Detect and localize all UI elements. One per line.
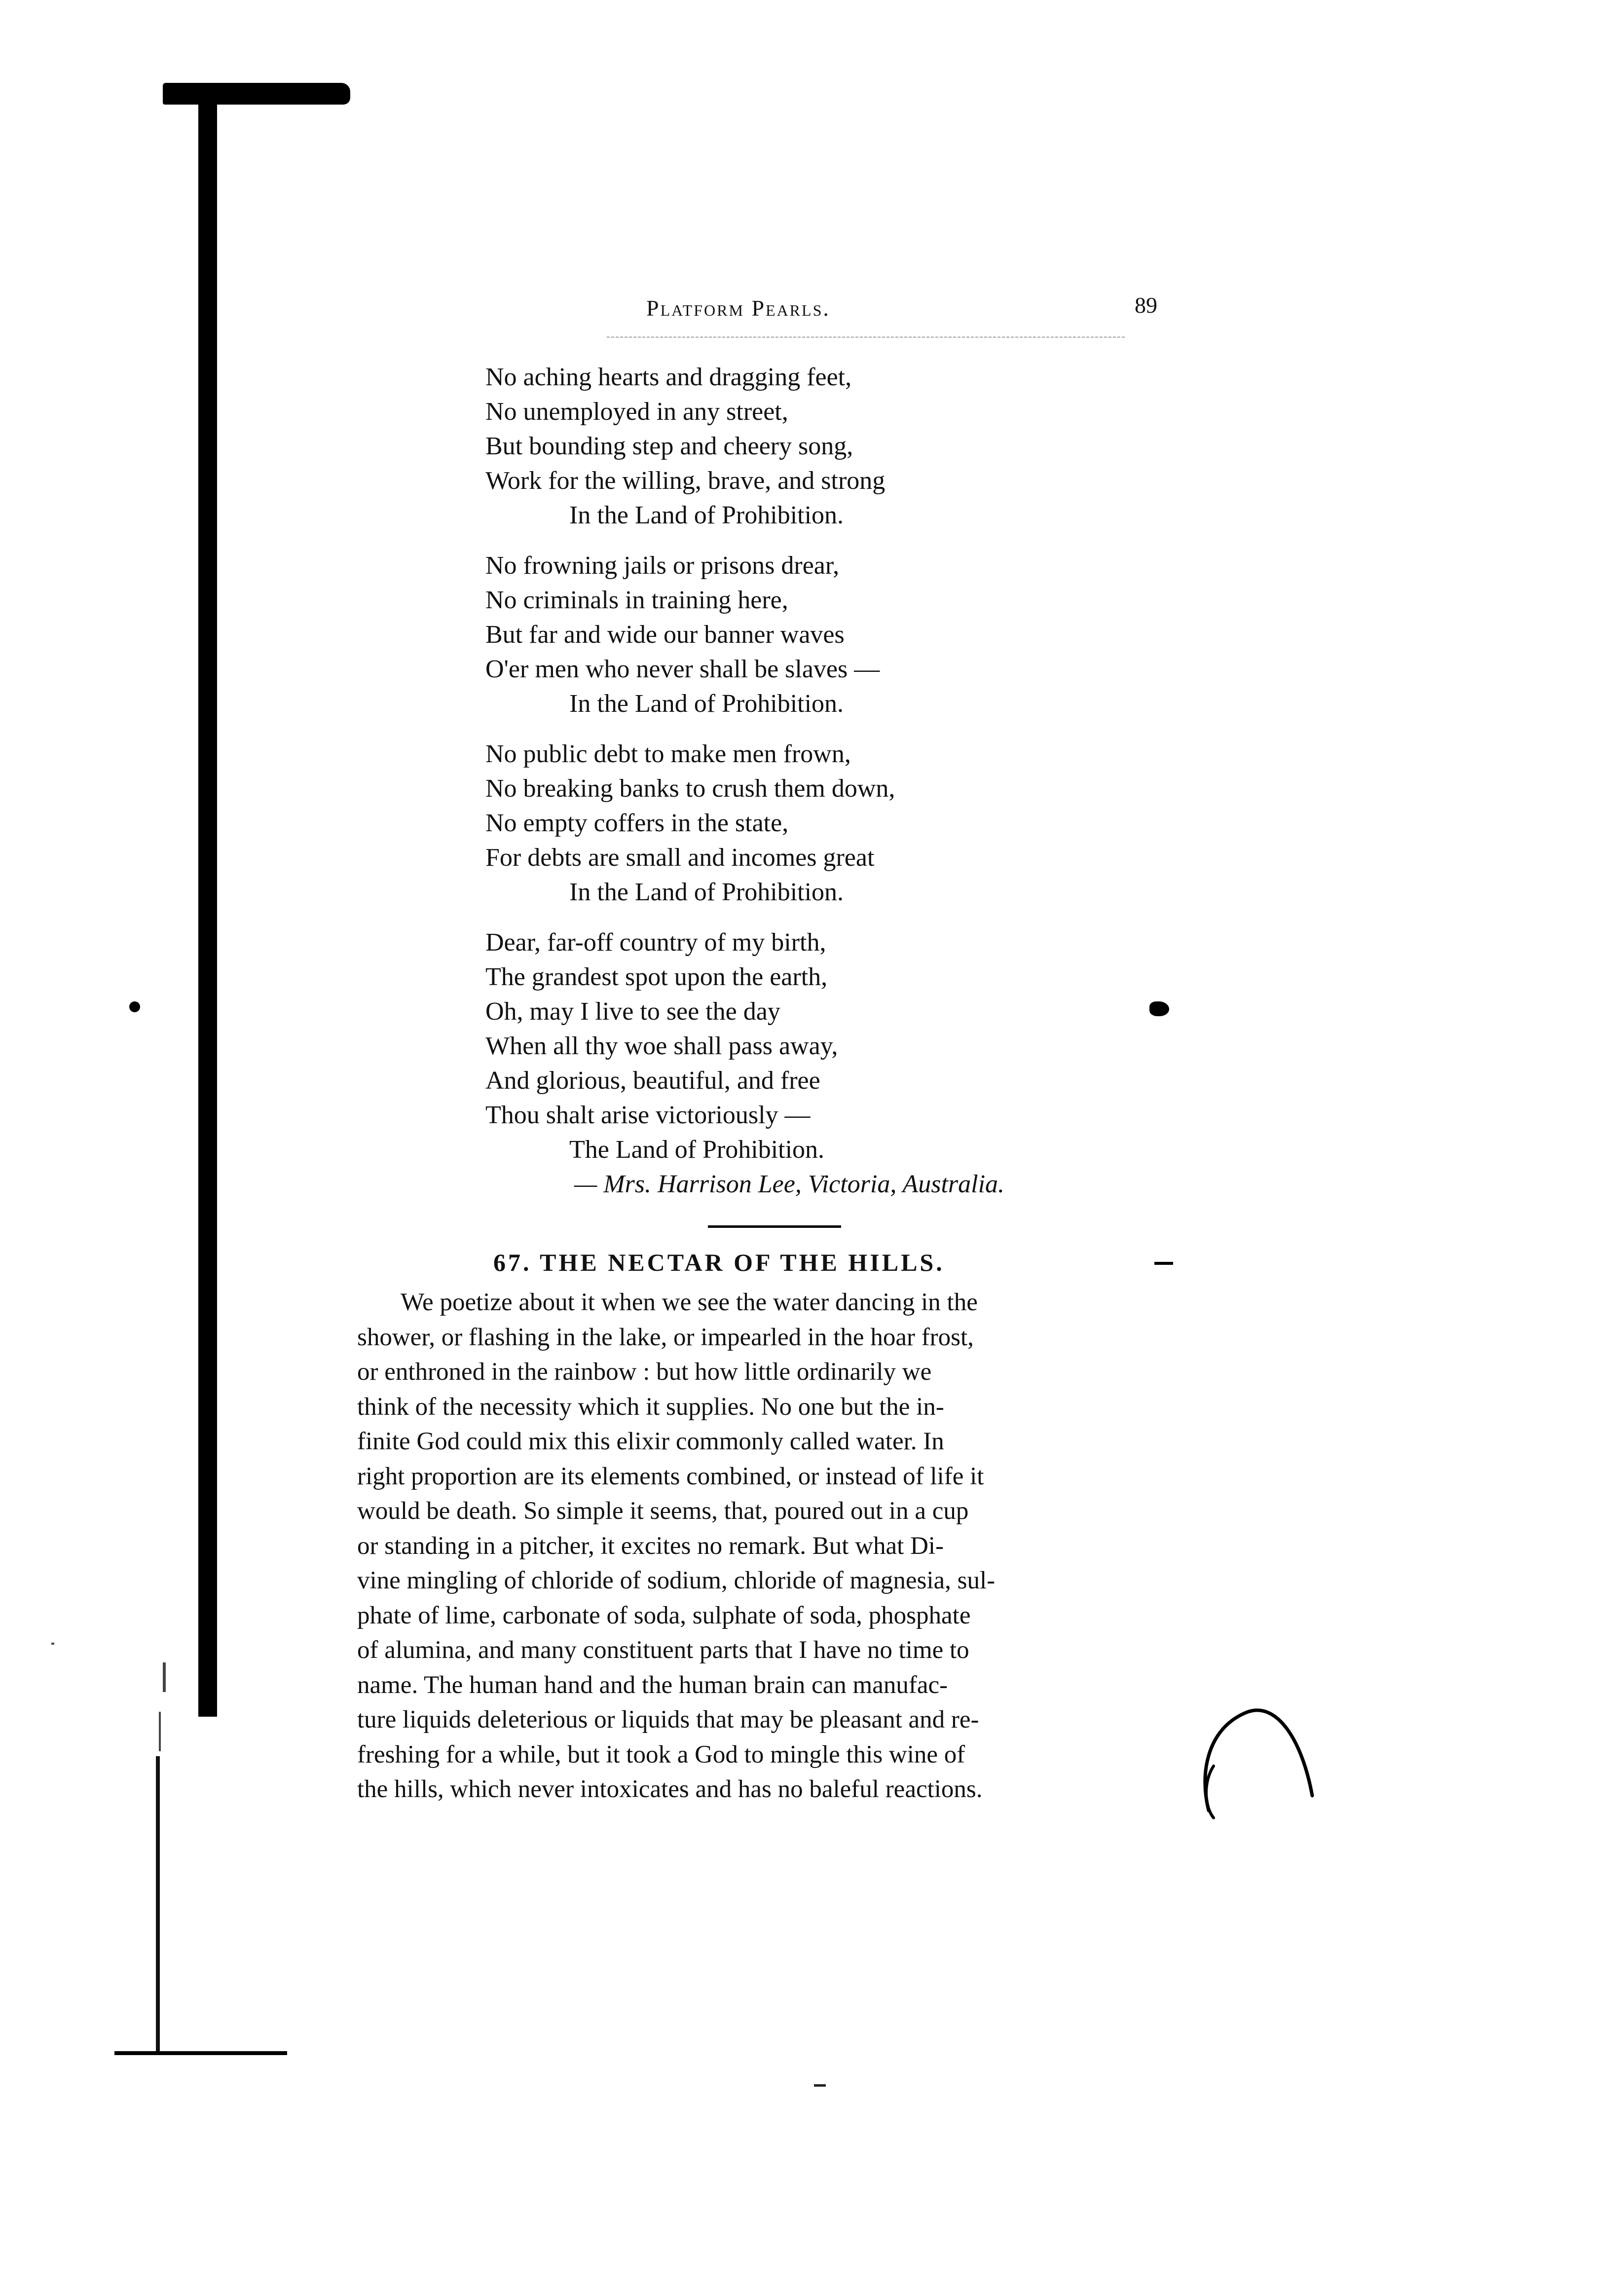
- poem-line: No public debt to make men frown,: [485, 740, 851, 768]
- poem-line: No criminals in training here,: [485, 586, 788, 614]
- prose-line-text: or enthroned in the rainbow : but how little ordinarily we: [357, 1358, 932, 1386]
- scan-speck: [51, 1643, 54, 1645]
- poem-line: No empty coffers in the state,: [485, 809, 789, 837]
- prose-line-text: the hills, which never intoxicates and has no baleful reactions.: [357, 1775, 983, 1803]
- prose-line: [357, 1772, 1196, 1807]
- prose-line-text: right proportion are its elements combined, or instead of life it: [357, 1462, 984, 1490]
- poem-stanza: [485, 360, 1255, 533]
- poem-line: The grandest spot upon the earth,: [485, 963, 828, 991]
- prose-line-text: of alumina, and many constituent parts that I have no time to: [357, 1636, 969, 1664]
- poem-stanza: [485, 549, 1255, 721]
- prose-line: [357, 1320, 1196, 1355]
- poem-line: Dear, far-off country of my birth,: [485, 928, 826, 957]
- poem-line: When all thy woe shall pass away,: [485, 1032, 838, 1060]
- prose-line: [357, 1633, 1196, 1668]
- margin-dash: [1154, 1262, 1173, 1265]
- page-number: 89: [1135, 293, 1157, 318]
- prose-line: [357, 1737, 1196, 1772]
- poem-line: Thou shalt arise victoriously —: [485, 1101, 811, 1129]
- poem-refrain: In the Land of Prohibition.: [569, 878, 844, 906]
- scan-bar-top: [163, 83, 350, 105]
- scan-bar-bottom: [114, 2051, 287, 2055]
- bottom-dash: [814, 2084, 826, 2087]
- poem-line: Oh, may I live to see the day: [485, 997, 780, 1026]
- header-rule: [607, 336, 1125, 339]
- poem-line: Work for the willing, brave, and strong: [485, 467, 886, 495]
- prose-line: [357, 1355, 1196, 1390]
- prose-line-text: phate of lime, carbonate of soda, sulphate of soda, phosphate: [357, 1601, 971, 1629]
- poem-attribution: — Mrs. Harrison Lee, Victoria, Australia.: [574, 1170, 1005, 1198]
- poem-refrain: In the Land of Prohibition.: [569, 501, 844, 529]
- prose-line-text: or standing in a pitcher, it excites no remark. But what Di-: [357, 1532, 944, 1560]
- scan-bar-vertical-thin: [156, 1756, 160, 2052]
- section-body: [357, 1285, 1196, 1807]
- prose-line: [357, 1598, 1196, 1633]
- scan-speck: [163, 1662, 166, 1692]
- poem-line: No aching hearts and dragging feet,: [485, 363, 852, 391]
- ink-dot: [129, 1001, 140, 1012]
- hand-drawn-arc: [1194, 1697, 1322, 1820]
- scan-speck: [159, 1712, 161, 1751]
- running-head: Platform Pearls.: [646, 295, 830, 321]
- prose-line-text: name. The human hand and the human brain can manufac-: [357, 1671, 948, 1699]
- prose-line: [357, 1424, 1196, 1459]
- prose-line: [357, 1529, 1196, 1564]
- poem-line: But bounding step and cheery song,: [485, 432, 853, 460]
- poem-stanza: [485, 737, 1255, 910]
- section-heading: 67. THE NECTAR OF THE HILLS.: [493, 1249, 945, 1276]
- prose-line-text: We poetize about it when we see the water dancing in the: [401, 1289, 978, 1316]
- scan-bar-vertical: [198, 99, 217, 1717]
- poem-refrain: The Land of Prohibition.: [569, 1136, 825, 1164]
- poem-line: O'er men who never shall be slaves —: [485, 655, 880, 683]
- prose-line-text: ture liquids deleterious or liquids that may be pleasant and re-: [357, 1706, 979, 1733]
- prose-line: [357, 1285, 1196, 1320]
- poem-line: No unemployed in any street,: [485, 398, 788, 426]
- poem-line: And glorious, beautiful, and free: [485, 1067, 820, 1095]
- prose-line-text: finite God could mix this elixir commonly called water. In: [357, 1428, 944, 1455]
- poem-line: No frowning jails or prisons drear,: [485, 552, 840, 580]
- poem-refrain: In the Land of Prohibition.: [569, 690, 844, 718]
- prose-line-text: think of the necessity which it supplies. No one but the in-: [357, 1393, 944, 1421]
- prose-line-text: vine mingling of chloride of sodium, chloride of magnesia, sul-: [357, 1567, 996, 1594]
- poem-line: But far and wide our banner waves: [485, 621, 845, 649]
- poem-stanza: [485, 925, 1255, 1202]
- prose-line: [357, 1563, 1196, 1598]
- prose-line: [357, 1390, 1196, 1425]
- poem-line: For debts are small and incomes great: [485, 844, 875, 872]
- prose-line: [357, 1702, 1196, 1737]
- prose-line: [357, 1459, 1196, 1494]
- prose-line: [357, 1668, 1196, 1703]
- prose-line-text: would be death. So simple it seems, that, poured out in a cup: [357, 1497, 969, 1525]
- section-divider-rule: [708, 1225, 841, 1228]
- poem: [485, 360, 1255, 1217]
- poem-line: No breaking banks to crush them down,: [485, 774, 895, 803]
- prose-line: [357, 1494, 1196, 1529]
- prose-line-text: freshing for a while, but it took a God to mingle this wine of: [357, 1740, 965, 1768]
- prose-line-text: shower, or flashing in the lake, or impearled in the hoar frost,: [357, 1323, 974, 1351]
